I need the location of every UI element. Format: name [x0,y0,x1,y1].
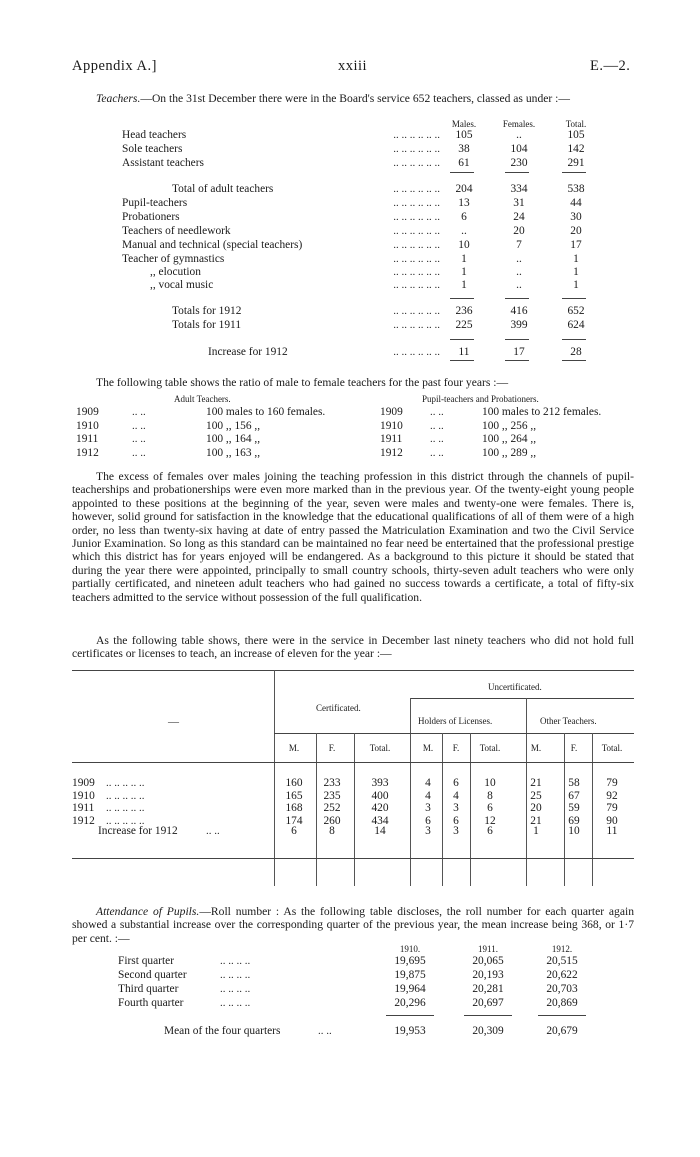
staff-cell: 334 [510,183,528,195]
staff-cell: 1 [461,266,467,278]
cert-increase-cell: 14 [374,825,386,837]
ratio-intro: The following table shows the ratio of male to female teachers for the past four years :— [96,376,509,389]
leader-dots: .. .. .. .. [220,997,251,1009]
cert-subheader: M. [288,743,300,753]
leader-dots: .. .. .. .. .. .. [393,239,440,251]
cert-cell: 79 [606,777,618,789]
attendance-cell: 20,296 [394,997,426,1009]
leader-dots: .. .. .. .. .. .. [393,266,440,278]
staff-cell: 142 [567,143,585,155]
staff-cell: 17 [570,239,582,251]
ratio-year: 1910 [76,419,99,432]
cert-cell: 235 [323,789,341,802]
rule-line [450,298,474,299]
ratio-pupil: 100 ,, 264 ,, [482,433,537,445]
staff-row-label: Increase for 1912 [208,346,288,358]
ratio-year: 1912 [76,446,99,459]
leader-dots: .. .. .. .. .. .. [393,225,440,237]
running-header-right: E.—2. [590,58,631,74]
leader-dots: .. .. [132,446,146,459]
staff-row-label: Total of adult teachers [172,183,274,195]
staff-cell: .. [516,266,522,278]
col-divider [354,733,355,886]
attendance-cell: 19,964 [394,983,426,995]
col-divider [592,733,593,886]
staff-col-header: Total. [565,119,587,129]
cert-cell: 400 [371,789,389,802]
attendance-lead: Attendance of Pupils. [96,905,200,918]
staff-cell: 38 [458,143,470,155]
leader-dots: .. .. .. .. .. .. [393,143,440,155]
staff-cell: 538 [567,183,585,195]
cert-increase-cell: 11 [606,825,618,837]
other-heading: Other Teachers. [540,716,597,726]
intro-lead: Teachers. [96,92,141,105]
cert-cell: 160 [285,777,303,789]
staff-cell: .. [516,253,522,265]
intro-text: —On the 31st December there were in the Board's service 652 teachers, classed as under :— [140,92,570,105]
staff-cell: 17 [513,346,525,358]
staff-cell: 28 [570,346,582,358]
ratio-adult: 100 ,, 163 ,, [206,446,261,459]
attendance-row-label: Third quarter [118,983,179,995]
leader-dots: .. .. [430,419,444,432]
cert-cell: 10 [484,777,496,789]
cert-cell: 6 [453,814,459,827]
cert-subheader: F. [452,743,460,753]
staff-row-label: Pupil-teachers [122,197,188,209]
staff-row-label: Probationers [122,211,180,223]
staff-cell: 104 [510,143,528,155]
cert-cell: 6 [453,777,459,789]
staff-cell: 236 [455,305,473,317]
rule-line [538,1015,586,1016]
attendance-mean-cell: 19,953 [394,1025,426,1037]
cert-cell: 252 [323,802,341,814]
rule-line [274,733,634,734]
cert-increase-cell: 1 [533,825,539,837]
leader-dots: .. .. [132,419,146,432]
cert-cell: 92 [606,789,618,802]
leader-dots: .. .. .. .. .. .. [393,211,440,223]
attendance-year-header: 1910. [399,944,421,954]
cert-row-label: 1911 [72,802,95,814]
ratio-adult: 100 males to 160 females. [206,406,326,418]
cert-subheader: F. [328,743,336,753]
cert-cell: 168 [285,802,303,814]
rule-line [562,360,586,361]
staff-cell: 30 [570,211,582,223]
staff-row-label: Totals for 1912 [172,305,242,317]
page-number: xxiii [338,58,368,74]
cert-row-label: 1912 [72,814,95,827]
leader-dots: .. .. .. .. .. [106,802,145,814]
staff-cell: 652 [567,305,585,317]
attendance-row-label: Second quarter [118,969,187,981]
leader-dots: .. .. .. .. .. [106,789,145,802]
staff-col-header: Females. [502,119,536,129]
cert-cell: 6 [487,802,493,814]
uncert-heading: Uncertificated. [488,682,542,692]
ratio-left-heading: Adult Teachers. [174,394,231,404]
staff-row-label: Manual and technical (special teachers) [122,239,303,251]
leader-dots: .. .. [430,406,444,418]
staff-cell: 61 [458,157,470,169]
cert-cell: 4 [425,777,431,789]
attendance-cell: 20,193 [472,969,504,981]
staff-cell: 105 [455,129,473,141]
cert-subheader: F. [570,743,578,753]
staff-row-label: Teachers of needlework [122,225,231,237]
cert-cell: 174 [285,814,303,827]
staff-row-label: Head teachers [122,129,187,141]
cert-row-label: 1909 [72,777,95,789]
attendance-cell: 20,622 [546,969,578,981]
cert-cell: 4 [425,789,431,802]
rule-line [72,858,634,859]
cert-cell: 69 [568,814,580,827]
leader-dots: .. .. [430,433,444,445]
cert-cell: 90 [606,814,618,827]
staff-cell: 24 [513,211,525,223]
attendance-text: —Roll number : As the following table discloses, the roll number for each quarter again showed a substantial increase over the corresponding quarter of the previous year, the mean increase being 368, or 1·7 per cent. :— [72,905,635,945]
staff-cell: .. [516,129,522,141]
stub-dash: — [168,716,179,728]
cert-increase-label: Increase for 1912 [98,825,178,837]
rule-line [505,339,529,340]
body-paragraph-1: The excess of females over males joining the teaching profession in this district through the channels of pupil-teacherships and probationerships were even more marked than in the previous year. Of the twenty-eight young people appointed to these positions at the beginning of the year, seven were males and twenty-one were females. There is, however, solid ground for satisfaction in the knowledge that the educational qualifications of all of them were of a high order, no less than twenty-six having at date of entry passed the Matriculation Examination and two the Civil Service Junior Examination. So long as this standard can be maintained no fear need be entertained that the professional prestige which this district has for years enjoyed will be endangered. As a background to this picture it should be stated that during the year there were appointed, principally to small country schools, thirty-seven adult teachers who were only partially certificated, and nineteen adult teachers who had gained no success towards a certificate, a total of fifty-six teachers admitted to the service without possession of the full qualification. [72,470,634,604]
attendance-cell: 20,515 [546,955,578,967]
cert-cell: 8 [487,789,493,802]
ratio-adult: 100 ,, 156 ,, [206,419,261,432]
licenses-heading: Holders of Licenses. [418,716,493,726]
staff-cell: 399 [510,319,528,331]
staff-row-label: Totals for 1911 [172,319,242,331]
staff-cell: 13 [458,197,470,209]
rule-line [505,172,529,173]
rule-line [72,670,634,671]
cert-cell: 260 [323,814,341,827]
ratio-year-2: 1910 [380,419,403,432]
attendance-cell: 20,703 [546,983,578,995]
cert-cell: 58 [568,777,580,789]
rule-line [450,172,474,173]
attendance-cell: 20,869 [546,997,578,1009]
cert-cell: 59 [568,802,580,814]
staff-cell: .. [516,279,522,291]
cert-increase-cell: 3 [453,825,459,837]
leader-dots: .. .. .. .. .. .. [393,129,440,141]
ratio-year-2: 1909 [380,406,403,418]
rule-line [464,1015,512,1016]
rule-line [410,698,634,699]
staff-col-header: Males. [451,119,477,129]
leader-dots: .. .. [318,1025,332,1037]
staff-cell: 20 [513,225,525,237]
cert-row-label: 1910 [72,789,95,802]
staff-cell: 10 [458,239,470,251]
leader-dots: .. .. .. .. .. .. [393,319,440,331]
staff-row-label: ,, vocal music [150,279,214,291]
intro-paragraph [72,92,634,105]
leader-dots: .. .. [132,433,146,445]
ratio-adult: 100 ,, 164 ,, [206,433,261,445]
rule-line [450,360,474,361]
cert-cell: 20 [530,802,542,814]
cert-cell: 393 [371,777,389,789]
rule-line [505,360,529,361]
rule-line [386,1015,434,1016]
staff-cell: 1 [573,279,579,291]
staff-cell: 1 [461,253,467,265]
ratio-year: 1911 [76,433,99,445]
cert-subheader: M. [422,743,434,753]
leader-dots: .. .. .. .. .. [106,814,145,827]
rule-line [450,339,474,340]
cert-cell: 12 [484,814,496,827]
attendance-mean-label: Mean of the four quarters [164,1025,281,1037]
cert-increase-cell: 6 [291,825,297,837]
staff-cell: 416 [510,305,528,317]
staff-cell: 6 [461,211,467,223]
attendance-year-header: 1911. [478,944,498,954]
leader-dots: .. .. .. .. .. .. [393,253,440,265]
cert-subheader: M. [530,743,542,753]
staff-cell: 7 [516,239,522,251]
staff-cell: .. [461,225,467,237]
cert-cell: 21 [530,814,542,827]
cert-subheader: Total. [369,743,391,753]
leader-dots: .. .. .. .. .. .. [393,197,440,209]
cert-increase-cell: 8 [329,825,335,837]
cert-increase-cell: 6 [487,825,493,837]
staff-row-label: Teacher of gymnastics [122,253,225,265]
leader-dots: .. .. .. .. .. .. [393,183,440,195]
staff-cell: 11 [458,346,470,358]
rule-line [72,762,634,763]
staff-cell: 230 [510,157,528,169]
ratio-year-2: 1911 [380,433,403,445]
attendance-mean-cell: 20,679 [546,1025,578,1037]
staff-cell: 1 [461,279,467,291]
cert-heading: Certificated. [316,703,361,713]
ratio-right-heading: Pupil-teachers and Probationers. [422,394,539,404]
cert-cell: 165 [285,789,303,802]
staff-row-label: Sole teachers [122,143,183,155]
cert-subheader: Total. [479,743,501,753]
staff-cell: 44 [570,197,582,209]
attendance-paragraph [72,905,634,945]
leader-dots: .. .. [430,446,444,459]
cert-cell: 3 [425,802,431,814]
attendance-mean-cell: 20,309 [472,1025,504,1037]
col-divider [274,670,275,886]
leader-dots: .. .. .. .. .. .. [393,279,440,291]
ratio-year-2: 1912 [380,446,403,459]
cert-cell: 25 [530,789,542,802]
staff-row-label: ,, elocution [150,266,201,278]
cert-cell: 434 [371,814,389,827]
cert-cell: 3 [453,802,459,814]
leader-dots: .. .. .. .. .. .. [393,346,440,358]
leader-dots: .. .. [206,825,220,837]
staff-cell: 105 [567,129,585,141]
ratio-pupil: 100 ,, 256 ,, [482,419,537,432]
attendance-cell: 19,875 [394,969,426,981]
attendance-cell: 19,695 [394,955,426,967]
cert-increase-cell: 3 [425,825,431,837]
cert-cell: 21 [530,777,542,789]
rule-line [562,339,586,340]
attendance-row-label: Fourth quarter [118,997,184,1009]
leader-dots: .. .. .. .. [220,983,251,995]
staff-cell: 225 [455,319,473,331]
staff-cell: 1 [573,253,579,265]
rule-line [562,172,586,173]
ratio-year: 1909 [76,406,99,418]
staff-cell: 204 [455,183,473,195]
staff-cell: 20 [570,225,582,237]
attendance-row-label: First quarter [118,955,174,967]
attendance-cell: 20,281 [472,983,504,995]
cert-cell: 67 [568,789,580,802]
leader-dots: .. .. .. .. [220,969,251,981]
staff-cell: 31 [513,197,525,209]
attendance-year-header: 1912. [551,944,573,954]
leader-dots: .. .. .. .. .. .. [393,157,440,169]
ratio-pupil: 100 males to 212 females. [482,406,602,418]
rule-line [562,298,586,299]
staff-row-label: Assistant teachers [122,157,204,169]
cert-increase-cell: 10 [568,825,580,837]
cert-cell: 420 [371,802,389,814]
staff-cell: 291 [567,157,585,169]
leader-dots: .. .. .. .. [220,955,251,967]
leader-dots: .. .. .. .. .. [106,777,145,789]
body-paragraph-2: As the following table shows, there were in the service in December last ninety teachers who did not hold full certificates or licenses to teach, an increase of eleven for the year :— [72,634,634,661]
staff-cell: 1 [573,266,579,278]
running-header-left: Appendix A.] [72,58,157,74]
leader-dots: .. .. [132,406,146,418]
staff-cell: 624 [567,319,585,331]
attendance-cell: 20,697 [472,997,504,1009]
cert-cell: 6 [425,814,431,827]
leader-dots: .. .. .. .. .. .. [393,305,440,317]
cert-cell: 233 [323,777,341,789]
cert-cell: 4 [453,789,459,802]
ratio-pupil: 100 ,, 289 ,, [482,446,537,459]
cert-cell: 79 [606,802,618,814]
rule-line [505,298,529,299]
cert-subheader: Total. [601,743,623,753]
attendance-cell: 20,065 [472,955,504,967]
